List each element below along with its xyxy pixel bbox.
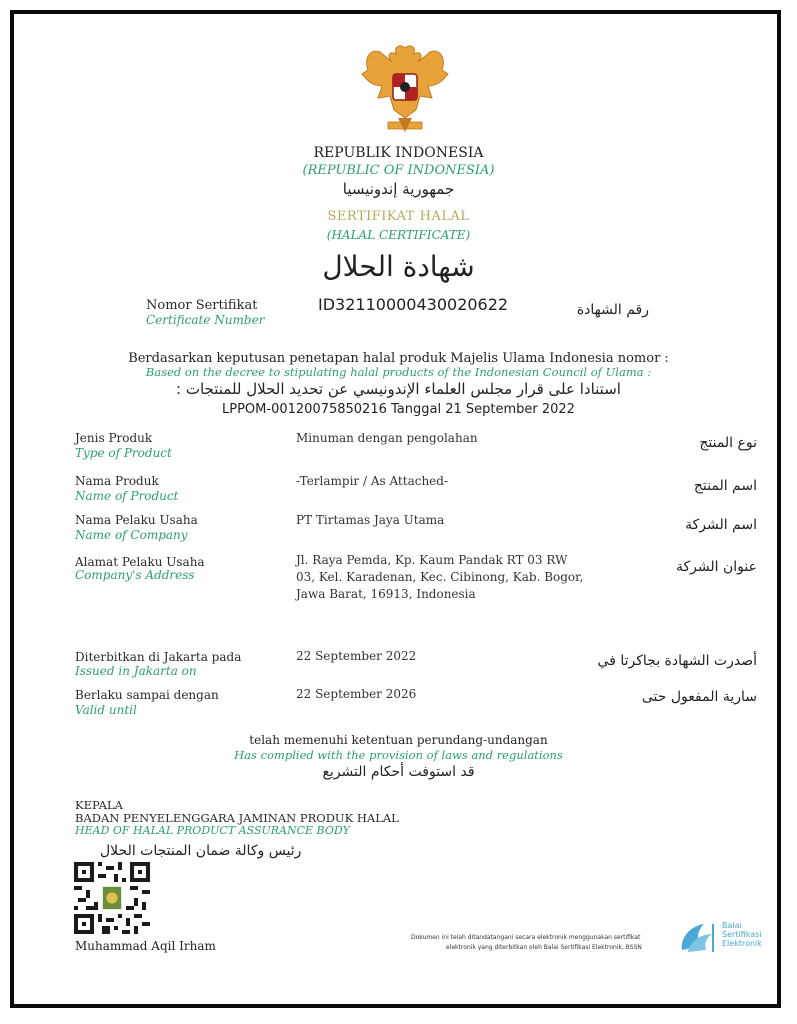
certificate-number-label-ar: رقم الشهادة <box>576 302 649 318</box>
valid-until-date: 22 September 2026 <box>296 687 417 701</box>
signatory-agency-ar: رئيس وكالة ضمان المنتجات الحلال <box>100 843 302 859</box>
company-name-label-en: Name of Company <box>75 528 188 542</box>
company-address-line-2: 03, Kel. Karadenan, Kec. Cibinong, Kab. Bogor, <box>296 570 584 584</box>
decree-reference: LPPOM-0012007585021​6 Tanggal 21 September 2022 <box>222 402 575 417</box>
certificate-title-ar: شهادة الحلال <box>322 250 475 283</box>
issued-label: Diterbitkan di Jakarta pada <box>75 650 242 664</box>
company-address-label-en: Company's Address <box>75 568 195 582</box>
signatory-agency: BADAN PENYELENGGARA JAMINAN PRODUK HALAL <box>75 811 399 825</box>
product-name-label-ar: اسم المنتج <box>693 478 757 494</box>
issued-date: 22 September 2022 <box>296 649 417 663</box>
bsre-logo-word-1: Balai <box>722 921 742 930</box>
company-name-value: PT Tirtamas Jaya Utama <box>296 513 445 527</box>
bsre-logo-word-2: Sertifikasi <box>722 930 762 939</box>
issued-label-ar: أصدرت الشهادة بجاكرتا في <box>597 653 757 669</box>
company-address-label-ar: عنوان الشركة <box>676 559 757 575</box>
signatory-title: KEPALA <box>75 798 123 812</box>
certificate-number-label-en: Certificate Number <box>146 313 265 327</box>
certificate-title-en: (HALAL CERTIFICATE) <box>326 228 471 242</box>
e-signature-note-line-2: elektronik yang diterbitkan oleh Balai Sertifikasi Elektronik, BSSN <box>446 944 642 951</box>
qr-code-icon <box>74 862 150 934</box>
company-address-line-1: Jl. Raya Pemda, Kp. Kaum Pandak RT 03 RW <box>296 553 568 567</box>
valid-until-label-ar: سارية المفعول حتى <box>641 689 757 705</box>
valid-until-label: Berlaku sampai dengan <box>75 688 219 702</box>
country-name-ar: جمهورية إندونيسيا <box>342 180 455 198</box>
certificate-title: SERTIFIKAT HALAL <box>327 209 470 224</box>
product-name-label: Nama Produk <box>75 474 159 488</box>
bsre-logo-icon <box>678 920 718 956</box>
compliance-text-ar: قد استوفت أحكام التشريع <box>322 764 475 780</box>
product-type-label: Jenis Produk <box>75 431 153 445</box>
compliance-text: telah memenuhi ketentuan perundang-undangan <box>249 733 548 747</box>
certificate-number-label: Nomor Sertifikat <box>146 298 258 313</box>
company-name-label: Nama Pelaku Usaha <box>75 513 198 527</box>
e-signature-note-line-1: Dokumen ini telah ditandatangani secara elektronik menggunakan sertifikat <box>411 934 641 941</box>
country-name-en: (REPUBLIC OF INDONESIA) <box>302 163 495 178</box>
decree-text: Berdasarkan keputusan penetapan halal produk Majelis Ulama Indonesia nomor : <box>128 351 669 366</box>
garuda-emblem-icon <box>360 40 450 135</box>
signatory-name: Muhammad Aqil Irham <box>75 939 216 953</box>
company-address-label: Alamat Pelaku Usaha <box>75 555 205 569</box>
product-type-value: Minuman dengan pengolahan <box>296 431 478 445</box>
country-name: REPUBLIK INDONESIA <box>313 145 484 161</box>
bsre-logo-word-3: Elektronik <box>722 939 762 948</box>
issued-label-en: Issued in Jakarta on <box>75 664 197 678</box>
valid-until-label-en: Valid until <box>75 703 137 717</box>
certificate-number: ID32110000430020622 <box>318 295 509 314</box>
decree-text-en: Based on the decree to stipulating halal products of the Indonesian Council of Ulama : <box>145 365 652 379</box>
bsre-logo-text <box>722 921 762 948</box>
signatory-agency-en: HEAD OF HALAL PRODUCT ASSURANCE BODY <box>75 824 350 837</box>
product-type-label-ar: نوع المنتج <box>699 435 757 451</box>
product-name-value: -Terlampir / As Attached- <box>296 474 449 488</box>
company-address-line-3: Jawa Barat, 16913, Indonesia <box>296 587 476 601</box>
decree-text-ar: استنادا على قرار مجلس العلماء الإندونيسي عن تحديد الحلال للمنتجات : <box>176 380 621 398</box>
company-name-label-ar: اسم الشركة <box>685 517 757 533</box>
product-name-label-en: Name of Product <box>75 489 179 503</box>
product-type-label-en: Type of Product <box>75 446 172 460</box>
compliance-text-en: Has complied with the provision of laws and regulations <box>234 748 563 762</box>
